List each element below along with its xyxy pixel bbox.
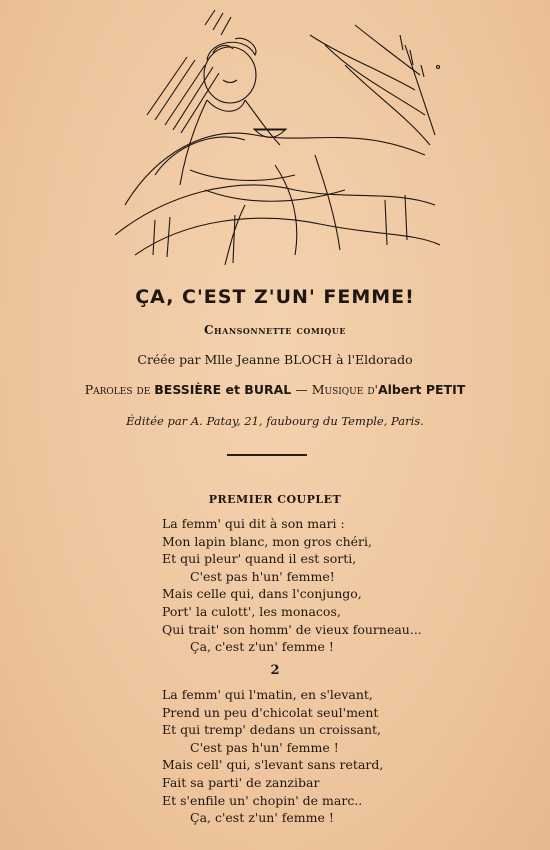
verse-line: Mon lapin blanc, mon gros chéri, (162, 533, 372, 549)
couplet-number: 2 (270, 663, 280, 678)
verse-line: Mais celle qui, dans l'conjungo, (162, 586, 362, 602)
song-subtitle: Chansonnette comique (204, 323, 346, 337)
music-label: Musique d' (311, 382, 378, 397)
verse-line: Qui trait' son homm' de vieux fourneau... (162, 621, 422, 637)
credits-separator: — (295, 382, 308, 397)
composer: Albert PETIT (377, 382, 466, 397)
verse-line: Ça, c'est z'un' femme ! (190, 810, 334, 826)
lyricists: BESSIÈRE et BURAL (154, 382, 292, 397)
couplet-heading: PREMIER COUPLET (208, 493, 342, 506)
verse-line: Et qui tremp' dedans un croissant, (162, 722, 382, 738)
verse-line: La femm' qui dit à son mari : (162, 516, 345, 531)
verse-line: Et qui pleur' quand il est sorti, (162, 551, 357, 567)
verse-line: Fait sa parti' de zanzibar (162, 774, 320, 790)
authors-credit (0, 382, 550, 397)
verse-line: La femm' qui l'matin, en s'levant, (162, 687, 373, 702)
verse-line: Prend un peu d'chicolat seul'ment (162, 704, 379, 720)
divider-rule (227, 454, 307, 456)
verse-line: Ça, c'est z'un' femme ! (190, 639, 334, 655)
verse-line: Et s'enfile un' chopin' de marc.. (162, 792, 363, 808)
creation-credit: Créée par Mlle Jeanne BLOCH à l'Eldorado (137, 352, 413, 367)
couplet-1 (162, 515, 422, 656)
verse-line: C'est pas h'un' femme ! (190, 739, 339, 755)
couplet-2 (162, 686, 383, 827)
lyrics-label: Paroles de (84, 382, 151, 397)
publisher-line: Éditée par A. Patay, 21, faubourg du Temple, Paris. (126, 414, 424, 428)
song-title: ÇA, C'EST Z'UN' FEMME! (135, 286, 415, 308)
verse-line: Port' la culott', les monacos, (162, 603, 341, 619)
verse-line: Mais cell' qui, s'levant sans retard, (162, 757, 384, 773)
verse-line: C'est pas h'un' femme! (190, 568, 335, 584)
woman-on-bed-illustration (95, 5, 450, 270)
